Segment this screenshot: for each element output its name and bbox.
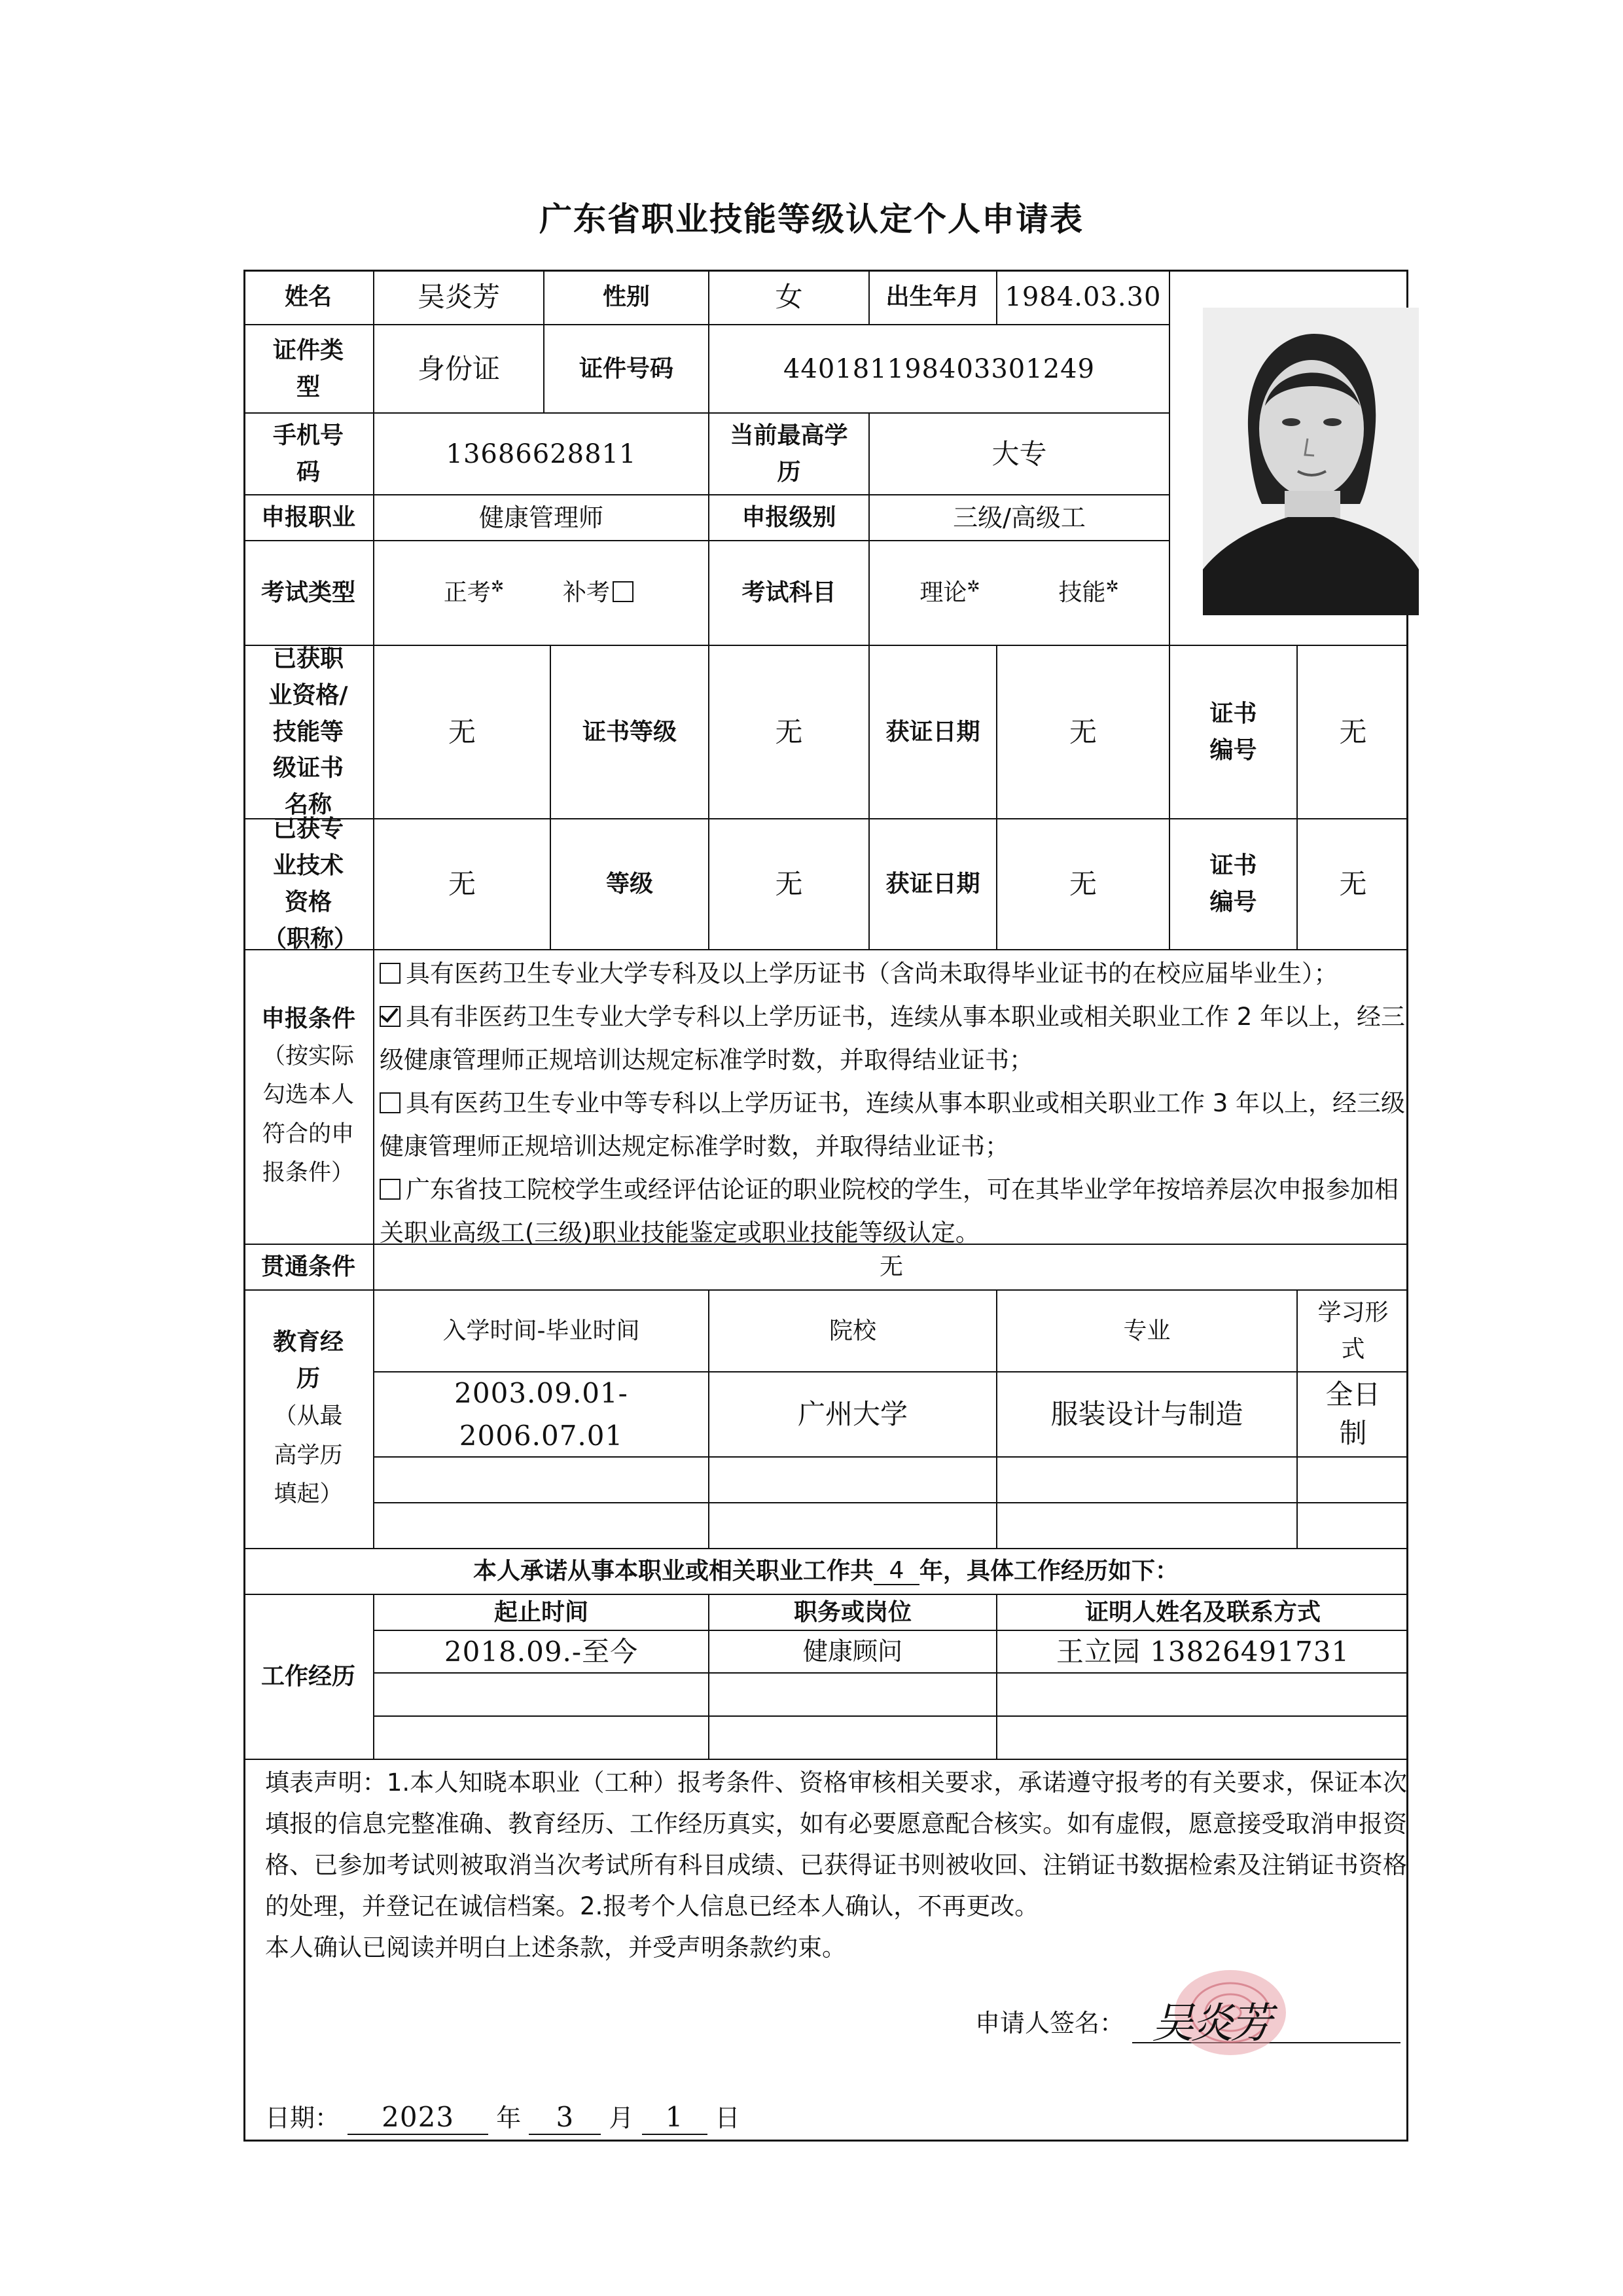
education-header-major: 专业 (997, 1291, 1298, 1372)
education-empty-cell (1298, 1503, 1408, 1549)
education-note: （从最高学历填起） (274, 1403, 343, 1508)
gender-label: 性别 (544, 270, 709, 325)
date-month-unit: 月 (609, 2104, 634, 2132)
education-empty-cell (709, 1503, 997, 1549)
through-value: 无 (374, 1245, 1408, 1291)
work-header-period: 起止时间 (374, 1595, 709, 1631)
phone-label: 手机号码 (243, 414, 374, 495)
id-no-value: 440181198403301249 (709, 325, 1170, 414)
work-row-reference: 王立园 13826491731 (997, 1631, 1408, 1674)
cert1-level-label: 证书等级 (551, 646, 709, 819)
portrait-icon (1203, 308, 1419, 615)
level-label: 申报级别 (709, 495, 870, 541)
education-label-cell (243, 1291, 374, 1549)
education-header-school: 院校 (709, 1291, 997, 1372)
education-row-period: 2003.09.01-2006.07.01 (374, 1372, 709, 1458)
gender-value: 女 (709, 270, 870, 325)
birth-label: 出生年月 (870, 270, 997, 325)
work-empty-cell (997, 1717, 1408, 1760)
education-label: 教育经历 (272, 1329, 344, 1393)
work-label: 工作经历 (243, 1595, 374, 1760)
education-row-mode: 全日制 (1298, 1372, 1408, 1458)
cert1-date: 无 (997, 646, 1170, 819)
exam-subject-label: 考试科目 (709, 541, 870, 646)
commitment-years: 4 (874, 1558, 919, 1585)
cert1-no-label: 证书编号 (1170, 646, 1298, 819)
edu-value: 大专 (870, 414, 1170, 495)
birth-value: 1984.03.30 (997, 270, 1170, 325)
cert2-no-label: 证书编号 (1170, 819, 1298, 950)
date-day-unit: 日 (715, 2104, 740, 2132)
checkbox-icon (380, 1092, 401, 1113)
condition-item[interactable]: 具有医药卫生专业大学专科及以上学历证书（含尚未取得毕业证书的在校应届毕业生）； (380, 952, 1407, 996)
occupation-label: 申报职业 (243, 495, 374, 541)
date-label: 日期： (265, 2104, 340, 2132)
through-label: 贯通条件 (243, 1245, 374, 1291)
education-row-major: 服装设计与制造 (997, 1372, 1298, 1458)
declaration-text (265, 1762, 1407, 1968)
date-year-unit: 年 (496, 2104, 522, 2132)
cert2-name: 无 (374, 819, 551, 950)
work-header-position: 职务或岗位 (709, 1595, 997, 1631)
commitment-prefix: 本人承诺从事本职业或相关职业工作共 (473, 1558, 874, 1585)
condition-item[interactable]: 具有医药卫生专业中等专科以上学历证书，连续从事本职业或相关职业工作 3 年以上，经三级健康管理师正规培训达规定标准学时数，并取得结业证书； (380, 1089, 1406, 1160)
declaration-paragraph: 填表声明：1.本人知晓本职业（工种）报考条件、资格审核相关要求，承诺遵守报考的有关要求，保证本次填报的信息完整准确、教育经历、工作经历真实，如有必要愿意配合核实。如有虚假，愿意接受取消申报资格、已参加考试则被取消当次考试所有科目成绩、已获得证书则被收回、注销证书数据检索及注销证书资格的处理，并登记在诚信档案。2.报考个人信息已经本人确认，不再更改。 (265, 1768, 1407, 1920)
cert1-label: 已获职业资格/技能等级证书名称 (243, 646, 374, 819)
checkbox-icon (613, 581, 633, 602)
signature-label: 申请人签名： (975, 2009, 1125, 2037)
date-month: 3 (529, 2101, 601, 2135)
exam-type-label: 考试类型 (243, 541, 374, 646)
conditions-label: 申报条件 (260, 1005, 355, 1033)
name-value: 吴炎芳 (374, 270, 544, 325)
cert2-no: 无 (1298, 819, 1408, 950)
commitment-suffix: 年，具体工作经历如下： (919, 1558, 1179, 1585)
cert1-level: 无 (709, 646, 870, 819)
id-type-label: 证件类型 (243, 325, 374, 414)
checked-gear-icon: ✲ (490, 577, 505, 596)
education-empty-cell (374, 1458, 709, 1503)
work-empty-cell (374, 1717, 709, 1760)
education-header-period: 入学时间-毕业时间 (374, 1291, 709, 1372)
checkbox-icon (380, 1179, 401, 1200)
work-row-period: 2018.09.-至今 (374, 1631, 709, 1674)
education-empty-cell (709, 1458, 997, 1503)
name-label: 姓名 (243, 270, 374, 325)
education-header-mode: 学习形式 (1298, 1291, 1408, 1372)
cert1-no: 无 (1298, 646, 1408, 819)
id-type-value: 身份证 (374, 325, 544, 414)
work-header-reference: 证明人姓名及联系方式 (997, 1595, 1408, 1631)
checkbox-icon (380, 963, 401, 984)
cert2-level: 无 (709, 819, 870, 950)
education-row-school: 广州大学 (709, 1372, 997, 1458)
phone-value: 13686628811 (374, 414, 709, 495)
checked-gear-icon: ✲ (1105, 577, 1119, 596)
form-title: 广东省职业技能等级认定个人申请表 (539, 200, 1084, 238)
commitment-row (243, 1549, 1408, 1595)
work-empty-cell (997, 1674, 1408, 1717)
id-no-label: 证件号码 (544, 325, 709, 414)
cert2-level-label: 等级 (551, 819, 709, 950)
exam-type-options (374, 541, 709, 646)
education-empty-cell (997, 1503, 1298, 1549)
condition-item[interactable]: 广东省技工院校学生或经评估论证的职业院校的学生，可在其毕业学年按培养层次申报参加相关职业高级工(三级)职业技能鉴定或职业技能等级认定。 (380, 1175, 1399, 1247)
condition-item-checked[interactable]: 具有非医药卫生专业大学专科以上学历证书，连续从事本职业或相关职业工作 2 年以上，经三级健康管理师正规培训达规定标准学时数，并取得结业证书； (380, 1003, 1406, 1074)
edu-label: 当前最高学历 (709, 414, 870, 495)
date-row (265, 2098, 740, 2135)
cert2-label: 已获专业技术资格（职称） (243, 819, 374, 950)
date-day: 1 (642, 2101, 707, 2135)
exam-subject-skill[interactable]: 技能✲ (1058, 577, 1119, 607)
conditions-label-cell (243, 950, 374, 1245)
education-empty-cell (374, 1503, 709, 1549)
work-row-position: 健康顾问 (709, 1631, 997, 1674)
checkbox-checked-icon (380, 1006, 401, 1027)
education-empty-cell (1298, 1458, 1408, 1503)
exam-type-regular[interactable]: 正考✲ (443, 577, 505, 607)
applicant-photo (1203, 308, 1419, 615)
conditions-note: （按实际勾选本人符合的申报条件） (262, 1043, 354, 1187)
work-empty-cell (374, 1674, 709, 1717)
occupation-value: 健康管理师 (374, 495, 709, 541)
confirmation-text: 本人确认已阅读并明白上述条款，并受声明条款约束。 (265, 1933, 846, 1962)
level-value: 三级/高级工 (870, 495, 1170, 541)
cert1-date-label: 获证日期 (870, 646, 997, 819)
exam-subject-options (870, 541, 1170, 646)
work-empty-cell (709, 1674, 997, 1717)
signature-handwriting: 吴炎芳 (1152, 2000, 1270, 2048)
cert2-date: 无 (997, 819, 1170, 950)
checked-gear-icon: ✲ (967, 577, 980, 596)
exam-subject-theory[interactable]: 理论✲ (919, 577, 980, 607)
cert2-date-label: 获证日期 (870, 819, 997, 950)
exam-type-makeup[interactable]: 补考 (563, 575, 639, 611)
work-empty-cell (709, 1717, 997, 1760)
date-year: 2023 (348, 2101, 488, 2135)
cert1-name: 无 (374, 646, 551, 819)
education-empty-cell (997, 1458, 1298, 1503)
